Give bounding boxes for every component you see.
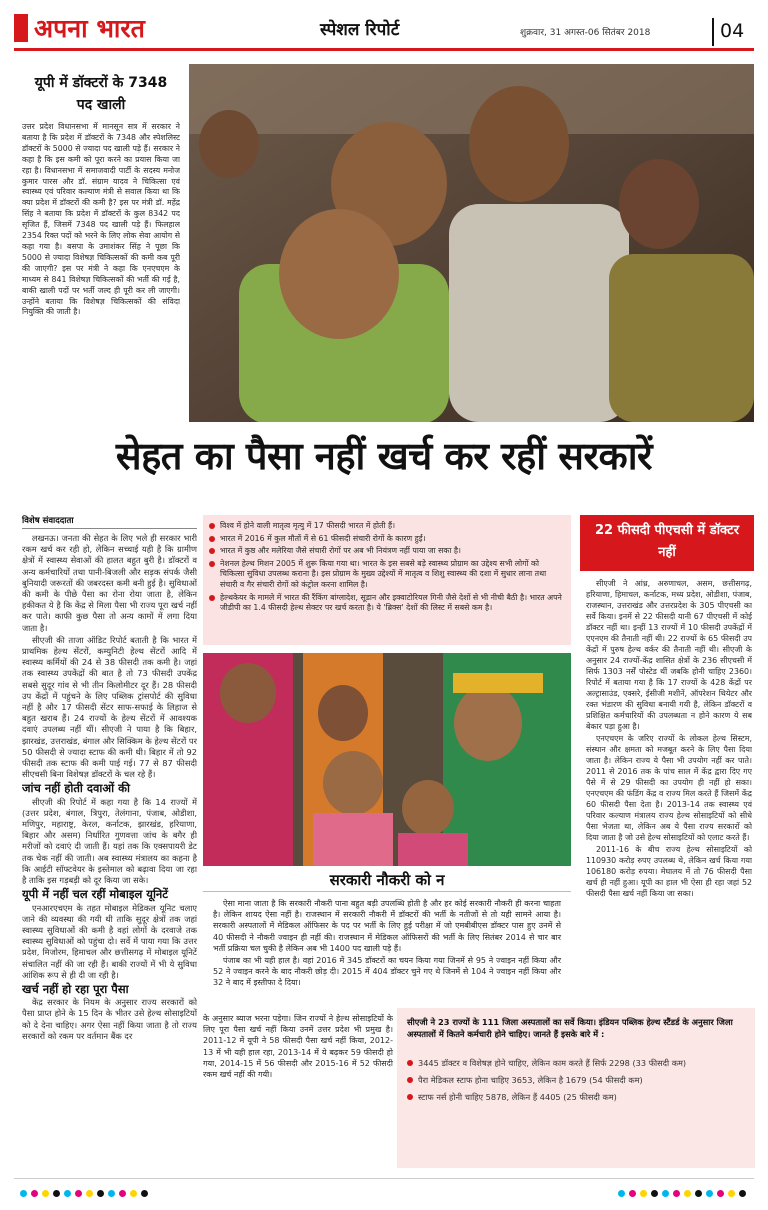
sidebar-story bbox=[22, 72, 180, 422]
fact-item: विश्व में होने वाली मातृत्व मृत्यु में 17 फीसदी भारत में होती हैं। bbox=[209, 521, 565, 532]
registration-dot bbox=[739, 1190, 746, 1197]
registration-dot bbox=[86, 1190, 93, 1197]
right-para-2: एनएचएम के जरिए राज्यों के लोकल हेल्थ सिस्टम, संस्थान और क्षमता को मजबूत करने के लिए पैसा दिया जाता है। लेकिन राज्य ये पैसा भी उपयोग नहीं कर पाते। 2011 से 2016 तक के पांच साल में केंद्र द्वारा दिए गए पैसे में से 29 फीसदी का उपयोग ही नहीं हो सका। एनएचएम की फंडिंग केंद्र व राज्य मिल करते हैं जिसमें केंद्र 60 फीसदी पैसा देता है। 2013-14 तक स्वास्थ्य एवं परिवार कल्याण मंत्रालय राज्य हेल्थ सोसाइटियों को सीधे पैसा भेजता था, लेकिन अब ये पैसा राज्य सरकारों को दिया जाता है जो उसे हेल्थ सोसाइटियों को एलाट करते हैं। bbox=[586, 734, 752, 842]
registration-dot bbox=[130, 1190, 137, 1197]
sidebar-body: उत्तर प्रदेश विधानसभा में मानसून सत्र में सरकार ने बताया है कि प्रदेश में डॉक्टरों के 7348 और स्पेशलिस्ट डॉक्टरों के 5000 से ज्यादा पद खाली पड़े हैं। सरकार ने कहा है कि इस कमी को पूरा करने का प्रयास किया जा रहा है। विधानसभा में समाजवादी पार्टी के सदस्य मनोज कुमार पारस और डॉ. संग्राम यादव ने चिकित्सा एवं स्वास्थ्य एवं परिवार कल्याण मंत्री से सवाल किया था कि क्या प्रदेश में डॉक्टरों की कमी है? इस पर मंत्री डॉ. महेंद्र सिंह ने बताया कि प्रदेश में डॉक्टरों के कुल 8342 पद सृजित हैं, जिसमें 7348 पद खाली पड़े हैं। फिलहाल 2354 रिक्त पदों को भरने के लिए लोक सेवा आयोग से कहा गया है। बसपा के उमाशंकर सिंह ने पूछा कि 5000 से ज्यादा विशेषज्ञ चिकित्सकों की कमी कब पूरी की जाएगी? इस पर मंत्री ने कहा कि एनएचएम के माध्यम से 841 विशेषज्ञ चिकित्सकों की भर्ती की गई है, बाकी खाली पदों पर भर्ती जल्द ही पूरी कर ली जाएगी। उन्होंने बताया कि विशेषज्ञ चिकित्सकों की संविदा नियुक्ति की जाती है। bbox=[22, 122, 180, 317]
registration-dot bbox=[684, 1190, 691, 1197]
registration-dot bbox=[20, 1190, 27, 1197]
left-para-2: सीएजी की ताजा ऑडिट रिपोर्ट बताती है कि भारत में प्राथमिक हेल्थ सेंटरों, कम्युनिटी हेल्थ सेंटरों आदि में स्वास्थ्य कर्मियों की 24 से 38 फीसदी तक कमी है। जहां तक स्वास्थ्य उपकेंद्रों की बात है तो 73 फीसदी उपकेंद्र सबसे सुदूर गांव से भी तीन किलोमीटर दूर हैं। 28 फीसदी उप केंद्रों में पहुंचने के लिए पब्लिक ट्रांसपोर्ट की सुविधा नहीं है और 17 फीसदी सेंटर साफ-सफाई के लिहाज से बहुत खराब हैं। 24 राज्यों के हेल्थ सेंटरों में आवश्यक दवाएं उपलब्ध नहीं थीं। सीएजी ने पाया है कि बिहार, झारखंड, उत्तराखंड, बंगाल और सिक्किम के हेल्थ सेंटरों पर 50 फीसदी से ज्यादा स्टाफ की कमी थी। बिहार में तो 92 फीसदी तक स्टाफ की कमी पाई गई। 77 से 87 फीसदी सीएचसी बिना विशेषज्ञ डॉक्टरों के चल रहे हैं। bbox=[22, 634, 197, 780]
footer-dots-left bbox=[20, 1190, 148, 1197]
registration-dot bbox=[629, 1190, 636, 1197]
info-item: पैरा मेडिकल स्टाफ होना चाहिए 3653, लेकिन है 1679 (54 फीसदी कम) bbox=[407, 1075, 745, 1086]
fact-item: भारत में कुष्ठ और मलेरिया जैसे संचारी रोगों पर अब भी नियंत्रण नहीं पाया जा सका है। bbox=[209, 546, 565, 557]
fact-item: हेल्थकेयर के मामले में भारत की रैंकिंग बांग्लादेश, सूडान और इक्वाटोरियल गिनी जैसे देशों से भी नीची बैठी है। भारत अपने जीडीपी का 1.4 फीसदी हेल्थ सेक्टर पर खर्च करता है। ये 'ब्रिक्स' देशों की लिस्ट में सबसे कम है। bbox=[209, 593, 565, 614]
right-story-header bbox=[580, 515, 754, 571]
footer-rule bbox=[14, 1178, 754, 1179]
left-para-4: एनआरएचएम के तहत मोबाइल मेडिकल यूनिट चलाए जाने की व्यवस्था की गयी थी ताकि सुदूर क्षेत्रों तक जहां स्वास्थ्य सुविधाओं की कमी है वहां लोगों के दरवाजे तक स्वास्थ्य सुविधाओं को पहुंचा दो। सर्वे में पाया गया कि उत्तर प्रदेश, मिजोरम, हिमाचल और छत्तीसगढ़ में मोबाइल यूनिटें संचालित नहीं की जा रही हैं। बाकी राज्यों में भी ये सुविधा आंशिक रूप से ही दी जा रही है। bbox=[22, 902, 197, 980]
subhead-medicines: जांच नहीं होती दवाओं की bbox=[22, 781, 130, 796]
registration-dot bbox=[31, 1190, 38, 1197]
left-para-5: केंद्र सरकार के नियम के अनुसार राज्य सरकारों को पैसा प्राप्त होने के 15 दिन के भीतर उसे हेल्थ सोसाइटियों को दे देना चाहिए। अगर ऐसा नहीं किया जाता है तो राज्य सरकारों को रकम पर वर्तमान बैंक दर bbox=[22, 997, 197, 1041]
registration-dot bbox=[97, 1190, 104, 1197]
facts-bullet-box bbox=[203, 515, 571, 645]
registration-dot bbox=[640, 1190, 647, 1197]
subhead-spending: खर्च नहीं हो रहा पूरा पैसा bbox=[22, 981, 129, 996]
page-number: 04 bbox=[720, 20, 745, 42]
right-para-1: सीएजी ने आंध्र, अरुणाचल, असम, छत्तीसगढ़, हरियाणा, हिमाचल, कर्नाटक, मध्य प्रदेश, ओडीशा, पंजाब, राजस्थान, उत्तराखंड और उत्तरप्रदेश के 305 पीएचसी का सर्वे किया। इनमें से 22 फीसदी यानी 67 पीएचसी में कोई डॉक्टर नहीं था। इन्हीं 13 राज्यों में 10 फीसदी उपकेंद्रों में एएनएम की तैनाती नहीं थी। 22 राज्यों के 65 फीसदी उप केंद्रों में पुरुष हेल्थ वर्कर की तैनाती नहीं थी। सीएजी के अनुसार 24 राज्यों-केंद्र शासित क्षेत्रों के 236 सीएचसी में सिर्फ 1303 नर्सें पोस्टेड थीं जबकि होनी चाहिए 2360। रिपोर्ट में बताया गया है कि 17 राज्यों के 428 केंद्रों पर अल्ट्रासाउंड, एक्सरे, ईसीजी मशीनें, ऑपरेशन थियेटर और रक्त भंडारण की सुविधा बनायी गयी है, लेकिन डॉक्टरों व प्रशिक्षित कर्मचारियों की उपलब्धता न होने कारण ये सब बेकार पड़ा हुआ है। bbox=[586, 579, 752, 731]
fact-item: भारत में 2016 में कुल मौतों में से 61 फीसदी संचारी रोगों के कारण हुईं। bbox=[209, 534, 565, 545]
registration-dot bbox=[64, 1190, 71, 1197]
main-headline: सेहत का पैसा नहीं खर्च कर रहीं सरकारें bbox=[115, 434, 653, 478]
byline-rule bbox=[22, 528, 197, 529]
registration-dot bbox=[706, 1190, 713, 1197]
byline: विशेष संवाददाता bbox=[22, 516, 74, 526]
registration-dot bbox=[673, 1190, 680, 1197]
registration-dot bbox=[141, 1190, 148, 1197]
registration-dot bbox=[108, 1190, 115, 1197]
masthead-divider bbox=[712, 18, 714, 46]
footer-dots-right bbox=[618, 1190, 746, 1197]
issue-date: शुक्रवार, 31 अगस्त-06 सितंबर 2018 bbox=[520, 28, 651, 38]
children-eating-photo bbox=[189, 64, 754, 422]
registration-dot bbox=[75, 1190, 82, 1197]
sidebar-headline: यूपी में डॉक्टरों के 7348 पद खाली bbox=[34, 75, 168, 113]
center-para-2: पंजाब का भी यही हाल है। वहां 2016 में 345 डॉक्टरों का चयन किया गया जिनमें से 95 ने ज्वाइन नहीं किया और 52 ने ज्वाइन करने के बाद नौकरी छोड़ दी। 2015 में 404 डॉक्टर चुने गए थे जिनमें से 104 ने ज्वाइन नहीं किया और 32 ने बाद में इस्तीफा दे दिया। bbox=[213, 956, 561, 988]
registration-dot bbox=[695, 1190, 702, 1197]
subhead-mobile-units: यूपी में नहीं चल रहीं मोबाइल यूनिटें bbox=[22, 887, 169, 902]
left-para-1: लखनऊ। जनता की सेहत के लिए भले ही सरकार भारी रकम खर्च कर रही हो, लेकिन सच्चाई यही है कि ग्रामीण क्षेत्रों में स्वास्थ्य सेवाओं की हालत बहुत बुरी है। डॉक्टरों व अन्य कर्मचारियों तथा पानी-बिजली और सड़क संपर्क जैसी बुनियादी जरूरतों की जबरदस्त कमी बनी हुई है। सुविधाओं की कमी के पीछे पैसा का रोना रोया जाता है, लेकिन हकीकत ये है कि केंद्र से मिला पैसा भी राज्य पूरा खर्च नहीं कर पाते। काफी कुछ पैसा तो अन्य कामों में लगा दिया जाता है। bbox=[22, 533, 197, 633]
info-box-title: सीएजी ने 23 राज्यों के 111 जिला अस्पतालों का सर्वे किया। इंडियन पब्लिक हेल्थ स्टैंडर्ड के अनुसार जिला अस्पतालों में कितने कर्मचारी होने चाहिए। जानते हैं इसके बारे में : bbox=[407, 1017, 733, 1039]
masthead-rule bbox=[14, 48, 754, 51]
left-para-3: सीएजी की रिपोर्ट में कहा गया है कि 14 राज्यों में (उत्तर प्रदेश, बंगाल, त्रिपुरा, तेलंगाना, पंजाब, ओडीशा, मणिपुर, महाराष्ट्र, केरल, कर्नाटक, झारखंड, हरियाणा, बिहार और असम) निर्धारित गुणवत्ता जांच के बगैर ही मरीजों को दवाएं दी जाती हैं। यहां तक कि एक्सपायरी डेट तक चेक नहीं की जाती। अब स्वास्थ्य मंत्रालय का कहना है कि आईटी सॉफ्टवेयर के इस्तेमाल को बढ़ावा दिया जा रहा है ताकि इस गड़बड़ी को दूर किया जा सके। bbox=[22, 796, 197, 886]
registration-dot bbox=[728, 1190, 735, 1197]
center-para-1: ऐसा माना जाता है कि सरकारी नौकरी पाना बहुत बड़ी उपलब्धि होती है और हर कोई सरकारी नौकरी ही करना चाहता है। लेकिन शायद ऐसा नहीं है। राजस्थान में सरकारी नौकरी में डॉक्टरों की भर्ती के नतीजों से तो यही सामने आया है। सरकारी अस्पतालों में मेडिकल ऑफिसर के पद पर भर्ती के लिए हुई परीक्षा में जो एमबीबीएस डॉक्टर पास हुए उनमें से 40 फीसदी ने नौकरी ज्वाइन ही नहीं की। राजस्थान में मेडिकल ऑफिसरों की भर्ती के लिए सितंबर 2014 से चार बार भर्ती प्रक्रिया चल चुकी है लेकिन अब भी 1400 पद खाली पड़े हैं। bbox=[213, 899, 561, 953]
registration-dot bbox=[618, 1190, 625, 1197]
center-headline: सरकारी नौकरी को न bbox=[203, 868, 571, 892]
left-column bbox=[22, 533, 197, 1173]
masthead-marker bbox=[14, 14, 28, 42]
info-item: स्टाफ नर्स होनी चाहिए 5878, लेकिन हैं 4405 (25 फीसदी कम) bbox=[407, 1092, 745, 1103]
brand-name: अपना भारत bbox=[34, 14, 145, 43]
registration-dot bbox=[53, 1190, 60, 1197]
right-headline: 22 फीसदी पीएचसी में डॉक्टर नहीं bbox=[594, 523, 740, 560]
registration-dot bbox=[651, 1190, 658, 1197]
center-story bbox=[203, 868, 571, 1008]
fact-item: नेशनल हेल्थ मिशन 2005 में शुरू किया गया था। भारत के इस सबसे बड़े स्वास्थ्य प्रोग्राम का उद्देश्य सभी लोगों को चिकित्सा सुविधा उपलब्ध कराना है। इस प्रोग्राम के मुख्य उद्देश्यों में मातृत्व व शिशु स्वास्थ्य की दशा में सुधार लाना तथा संचारी व गैर संचारी रोगों को कंट्रोल करना शामिल है। bbox=[209, 559, 565, 591]
right-story-body bbox=[586, 578, 752, 1003]
registration-dot bbox=[717, 1190, 724, 1197]
registration-dot bbox=[119, 1190, 126, 1197]
continuation-text: के अनुसार ब्याज भरना पड़ेगा। जिन राज्यों ने हेल्थ सोसाइटियों के लिए पूरा पैसा खर्च नहीं किया उनमें उत्तर प्रदेश भी प्रमुख है। 2011-12 में यूपी ने 58 फीसदी पैसा खर्च नहीं किया, 2012-13 में भी यही हाल रहा, 2013-14 में ये बढ़कर 59 फीसदी हो गया, 2014-15 में 56 फीसदी और 2015-16 में 52 फीसदी रकम खर्च नहीं की गयी। bbox=[203, 1014, 393, 1080]
section-title: स्पेशल रिपोर्ट bbox=[320, 20, 400, 40]
info-box bbox=[397, 1008, 755, 1168]
registration-dot bbox=[662, 1190, 669, 1197]
right-para-3: 2011-16 के बीच राज्य हेल्थ सोसाइटियों को 110930 करोड़ रुपए उपलब्ध थे, लेकिन खर्च किया गया 106180 करोड़ रुपया। मेघालय में तो 76 फीसदी पैसा खर्च ही नहीं हुआ। यूपी का हाल भी ऐसा ही रहा जहां 52 फीसदी पैसा खर्च नहीं किया जा सका। bbox=[586, 845, 752, 898]
women-children-photo bbox=[203, 653, 571, 866]
registration-dot bbox=[42, 1190, 49, 1197]
info-item: 3445 डॉक्टर व विशेषज्ञ होने चाहिए, लेकिन काम करते हैं सिर्फ 2298 (33 फीसदी कम) bbox=[407, 1058, 745, 1069]
